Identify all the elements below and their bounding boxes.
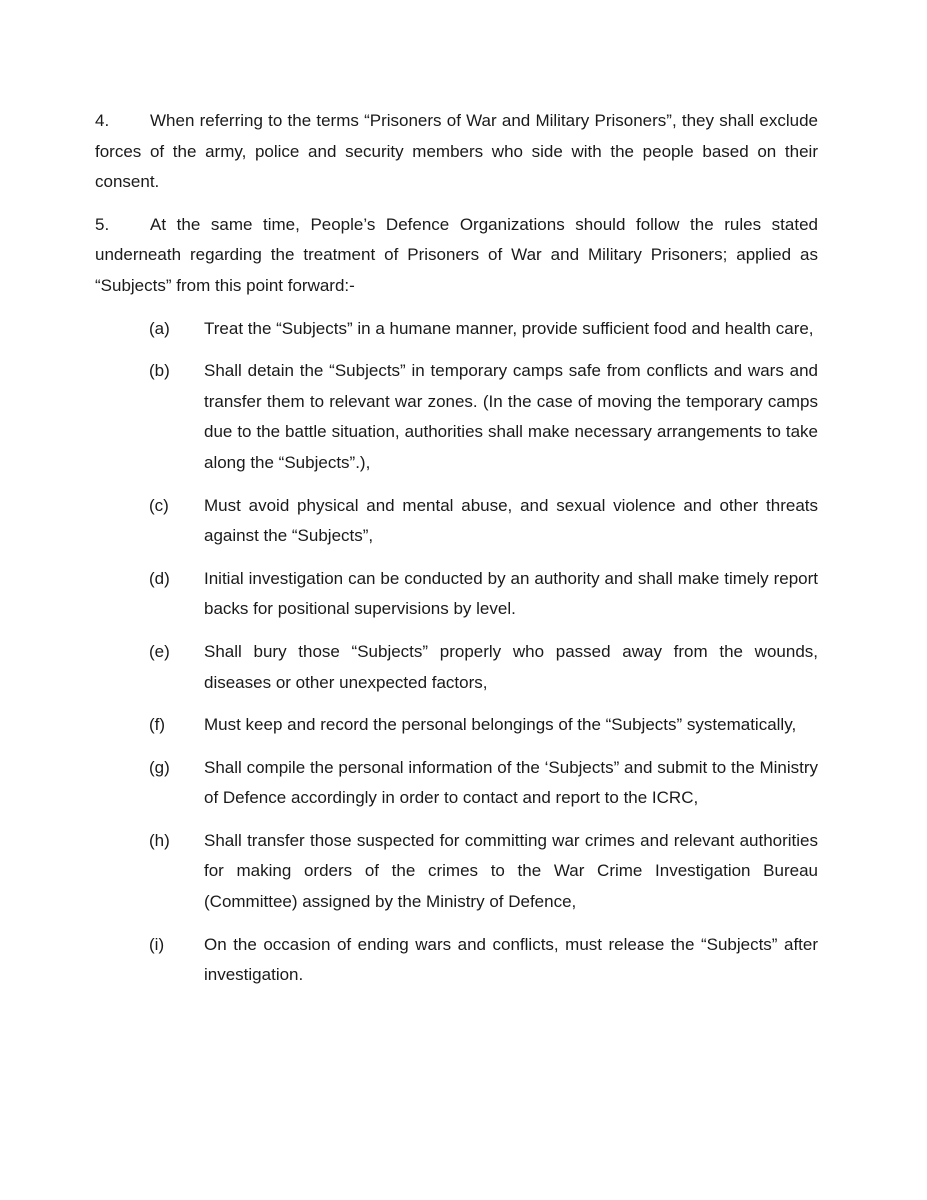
paragraph-number: 5. xyxy=(95,214,110,234)
paragraph-5 xyxy=(95,210,818,302)
list-item-h xyxy=(95,826,818,918)
list-marker: (a) xyxy=(149,318,170,338)
list-item-c xyxy=(95,491,818,552)
list-item-e xyxy=(95,637,818,698)
list-item-d xyxy=(95,564,818,625)
list-item-i xyxy=(95,930,818,991)
list-marker: (c) xyxy=(149,495,169,515)
list-item-text: On the occasion of ending wars and conflicts, must release the “Subjects” after investigation. xyxy=(204,934,818,985)
list-marker: (h) xyxy=(149,830,170,850)
list-item-text: Must keep and record the personal belongings of the “Subjects” systematically, xyxy=(204,715,797,735)
list-item-text: Must avoid physical and mental abuse, and sexual violence and other threats against the “Subjects”, xyxy=(204,495,818,546)
list-item-text: Shall detain the “Subjects” in temporary camps safe from conflicts and wars and transfer them to relevant war zones. (In the case of moving the temporary camps due to the battle situation, authorities shall make necessary arrangements to take along the “Subjects”.), xyxy=(204,361,818,472)
list-marker: (e) xyxy=(149,641,170,661)
paragraph-text: At the same time, People’s Defence Organizations should follow the rules stated underneath regarding the treatment of Prisoners of War and Military Prisoners; applied as “Subjects” from this point forward:- xyxy=(95,214,818,295)
paragraph-4 xyxy=(95,106,818,198)
paragraph-number: 4. xyxy=(95,111,110,130)
list-marker: (i) xyxy=(149,934,165,954)
list-item-text: Shall transfer those suspected for committing war crimes and relevant authorities for making orders of the crimes to the War Crime Investigation Bureau (Committee) assigned by the Ministry of Defence, xyxy=(204,830,818,912)
list-item-text: Shall bury those “Subjects” properly who passed away from the wounds, diseases or other unexpected factors, xyxy=(204,641,818,692)
list-marker: (b) xyxy=(149,361,170,381)
list-item-text: Treat the “Subjects” in a humane manner, provide sufficient food and health care, xyxy=(204,318,814,338)
list-item-text: Shall compile the personal information of the ‘Subjects” and submit to the Ministry of Defence accordingly in order to contact and report to the ICRC, xyxy=(204,757,818,808)
document-page xyxy=(95,106,818,1003)
rules-list xyxy=(95,314,818,991)
list-marker: (d) xyxy=(149,568,170,588)
list-item-g xyxy=(95,753,818,814)
list-item-f xyxy=(95,710,818,741)
paragraph-text: When referring to the terms “Prisoners of War and Military Prisoners”, they shall exclude forces of the army, police and security members who side with the people based on their consent. xyxy=(95,111,818,192)
list-item-a xyxy=(95,314,818,345)
list-marker: (f) xyxy=(149,715,166,735)
list-marker: (g) xyxy=(149,757,170,777)
list-item-b xyxy=(95,356,818,478)
list-item-text: Initial investigation can be conducted by an authority and shall make timely report backs for positional supervisions by level. xyxy=(204,568,818,619)
